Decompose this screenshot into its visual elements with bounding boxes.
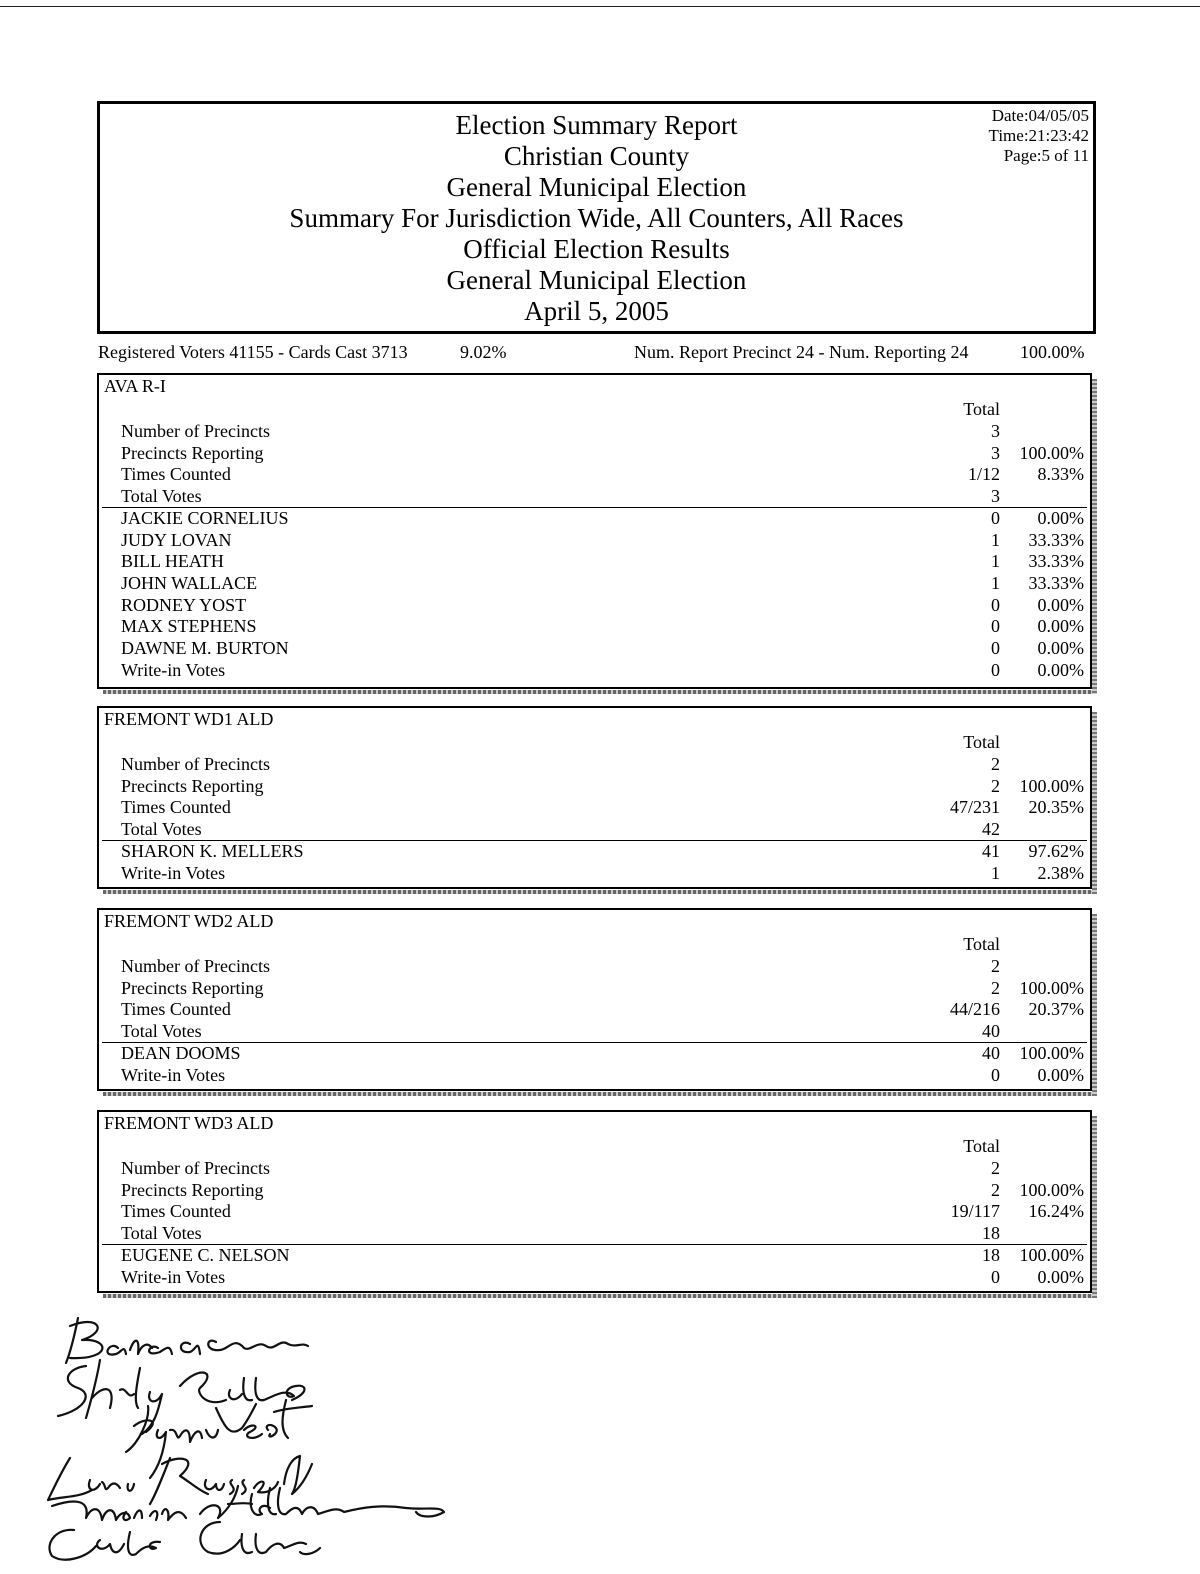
row-label: Write-in Votes (121, 862, 226, 883)
candidate-row (99, 1245, 1090, 1267)
row-total: 0 (991, 1266, 1000, 1287)
stat-row (99, 999, 1090, 1021)
row-total: 1 (991, 862, 1000, 883)
candidate-row (99, 638, 1090, 660)
row-total: 2 (991, 754, 1000, 774)
row-percent: 33.33% (1028, 572, 1084, 593)
row-total: 2 (991, 1179, 1000, 1200)
report-time: Time:21:23:42 (988, 126, 1089, 145)
row-label: JUDY LOVAN (121, 529, 232, 550)
row-percent: 20.35% (1028, 797, 1084, 818)
row-label: DAWNE M. BURTON (121, 638, 289, 658)
cards-cast-percent: 9.02% (460, 342, 507, 362)
signature (66, 1318, 308, 1363)
stat-row (99, 443, 1090, 465)
row-label: Write-in Votes (121, 1266, 226, 1287)
row-percent: 8.33% (1037, 464, 1084, 485)
row-label: Total Votes (121, 819, 202, 840)
row-percent: 0.00% (1037, 1064, 1084, 1085)
title-line: General Municipal Election (446, 265, 747, 295)
row-total: 40 (982, 1021, 1000, 1042)
candidate-row (99, 573, 1090, 595)
row-total: 40 (982, 1042, 1000, 1063)
report-title (100, 110, 1093, 327)
row-total: 2 (991, 1158, 1000, 1178)
row-label: Precincts Reporting (121, 442, 264, 463)
row-percent: 0.00% (1037, 507, 1084, 528)
row-label: Number of Precincts (121, 754, 270, 774)
row-label: Total Votes (121, 486, 202, 507)
row-total: 0 (991, 507, 1000, 528)
row-label: Total Votes (121, 1223, 202, 1244)
stat-row (99, 978, 1090, 1000)
row-label: RODNEY YOST (121, 594, 247, 615)
candidate-row (99, 1065, 1090, 1087)
row-label: DEAN DOOMS (121, 1042, 241, 1063)
race-name: FREMONT WD3 ALD (104, 1113, 274, 1133)
row-percent: 100.00% (1019, 1244, 1084, 1265)
signature (49, 1522, 320, 1560)
race-section (97, 1110, 1092, 1293)
stat-row (99, 797, 1090, 819)
report-meta (989, 106, 1089, 166)
row-label: Number of Precincts (121, 421, 270, 441)
race-section (97, 373, 1092, 689)
title-line: Summary For Jurisdiction Wide, All Counters, All Races (289, 203, 904, 233)
stat-row (99, 486, 1090, 508)
row-percent: 100.00% (1019, 1179, 1084, 1200)
stat-row (99, 1223, 1090, 1245)
row-label: JACKIE CORNELIUS (121, 507, 289, 528)
row-label: Times Counted (121, 797, 231, 818)
signature (52, 1486, 444, 1520)
row-total: 2 (991, 775, 1000, 796)
stat-row (99, 1158, 1090, 1180)
precincts-reporting-percent: 100.00% (1020, 342, 1085, 362)
row-percent: 100.00% (1019, 442, 1084, 463)
row-total: 44/216 (949, 999, 1000, 1020)
race-name: FREMONT WD1 ALD (104, 709, 274, 729)
row-percent: 33.33% (1028, 551, 1084, 572)
row-percent: 100.00% (1019, 1042, 1084, 1063)
row-total: 41 (982, 840, 1000, 861)
candidate-row (99, 1043, 1090, 1065)
row-total: 0 (991, 616, 1000, 637)
row-label: Write-in Votes (121, 659, 226, 680)
row-total: 3 (991, 486, 1000, 507)
stat-row (99, 464, 1090, 486)
total-column-header: Total (963, 399, 1000, 419)
row-total: 0 (991, 638, 1000, 658)
row-label: Times Counted (121, 464, 231, 485)
total-column-header: Total (963, 934, 1000, 954)
row-percent: 20.37% (1028, 999, 1084, 1020)
report-header (97, 101, 1096, 334)
row-total: 0 (991, 659, 1000, 680)
row-label: EUGENE C. NELSON (121, 1244, 290, 1265)
signatures-image (30, 1308, 470, 1574)
row-label: Times Counted (121, 1201, 231, 1222)
title-line: Christian County (503, 141, 690, 171)
row-percent: 0.00% (1037, 659, 1084, 680)
row-total: 1 (991, 551, 1000, 572)
stat-row (99, 819, 1090, 841)
row-label: Times Counted (121, 999, 231, 1020)
row-label: Write-in Votes (121, 1064, 226, 1085)
row-label: Total Votes (121, 1021, 202, 1042)
row-total: 18 (982, 1244, 1000, 1265)
candidate-row (99, 530, 1090, 552)
row-label: JOHN WALLACE (121, 572, 258, 593)
signature (58, 1360, 305, 1434)
row-total: 0 (991, 594, 1000, 615)
report-date: Date:04/05/05 (991, 106, 1089, 125)
row-total: 2 (991, 977, 1000, 998)
scan-edge-line (0, 6, 1200, 7)
row-total: 1 (991, 529, 1000, 550)
row-percent: 100.00% (1019, 977, 1084, 998)
race-section (97, 706, 1092, 889)
candidate-row (99, 660, 1090, 682)
race-name: AVA R-I (104, 376, 166, 396)
row-total: 19/117 (950, 1201, 1000, 1222)
stat-row (99, 776, 1090, 798)
row-total: 3 (991, 442, 1000, 463)
stat-row (99, 1180, 1090, 1202)
title-line: Official Election Results (463, 234, 730, 264)
race-name: FREMONT WD2 ALD (104, 911, 274, 931)
row-percent: 0.00% (1037, 616, 1084, 637)
row-total: 0 (991, 1064, 1000, 1085)
signature (126, 1400, 312, 1478)
row-label: MAX STEPHENS (121, 616, 257, 637)
total-column-header: Total (963, 1136, 1000, 1156)
candidate-row (99, 863, 1090, 885)
row-label: Number of Precincts (121, 1158, 270, 1178)
row-total: 2 (991, 956, 1000, 976)
row-percent: 33.33% (1028, 529, 1084, 550)
row-percent: 2.38% (1037, 862, 1084, 883)
title-line: Election Summary Report (455, 110, 738, 140)
row-label: Precincts Reporting (121, 977, 264, 998)
row-total: 42 (982, 819, 1000, 840)
row-label: BILL HEATH (121, 551, 224, 572)
title-line: General Municipal Election (446, 172, 747, 202)
row-total: 3 (991, 421, 1000, 441)
stat-row (99, 754, 1090, 776)
report-page: Page:5 of 11 (1003, 146, 1089, 165)
stat-row (99, 956, 1090, 978)
candidate-row (99, 508, 1090, 530)
total-column-header: Total (963, 732, 1000, 752)
row-total: 1 (991, 572, 1000, 593)
race-section (97, 908, 1092, 1091)
candidate-row (99, 616, 1090, 638)
row-label: Number of Precincts (121, 956, 270, 976)
candidate-row (99, 551, 1090, 573)
row-percent: 16.24% (1028, 1201, 1084, 1222)
row-label: Precincts Reporting (121, 1179, 264, 1200)
stat-row (99, 421, 1090, 443)
candidate-row (99, 1267, 1090, 1289)
row-percent: 0.00% (1037, 638, 1084, 658)
row-total: 47/231 (949, 797, 1000, 818)
row-total: 1/12 (967, 464, 1000, 485)
registered-voters: Registered Voters 41155 - Cards Cast 3713 (98, 342, 408, 362)
stat-row (99, 1021, 1090, 1043)
candidate-row (99, 595, 1090, 617)
row-percent: 0.00% (1037, 594, 1084, 615)
row-percent: 97.62% (1028, 840, 1084, 861)
candidate-row (99, 841, 1090, 863)
title-line: April 5, 2005 (524, 296, 669, 326)
row-label: SHARON K. MELLERS (121, 840, 304, 861)
row-percent: 0.00% (1037, 1266, 1084, 1287)
row-label: Precincts Reporting (121, 775, 264, 796)
signature (48, 1456, 312, 1504)
row-total: 18 (982, 1223, 1000, 1244)
stat-row (99, 1201, 1090, 1223)
precincts-reporting-summary: Num. Report Precinct 24 - Num. Reporting 24 (634, 342, 969, 362)
row-percent: 100.00% (1019, 775, 1084, 796)
